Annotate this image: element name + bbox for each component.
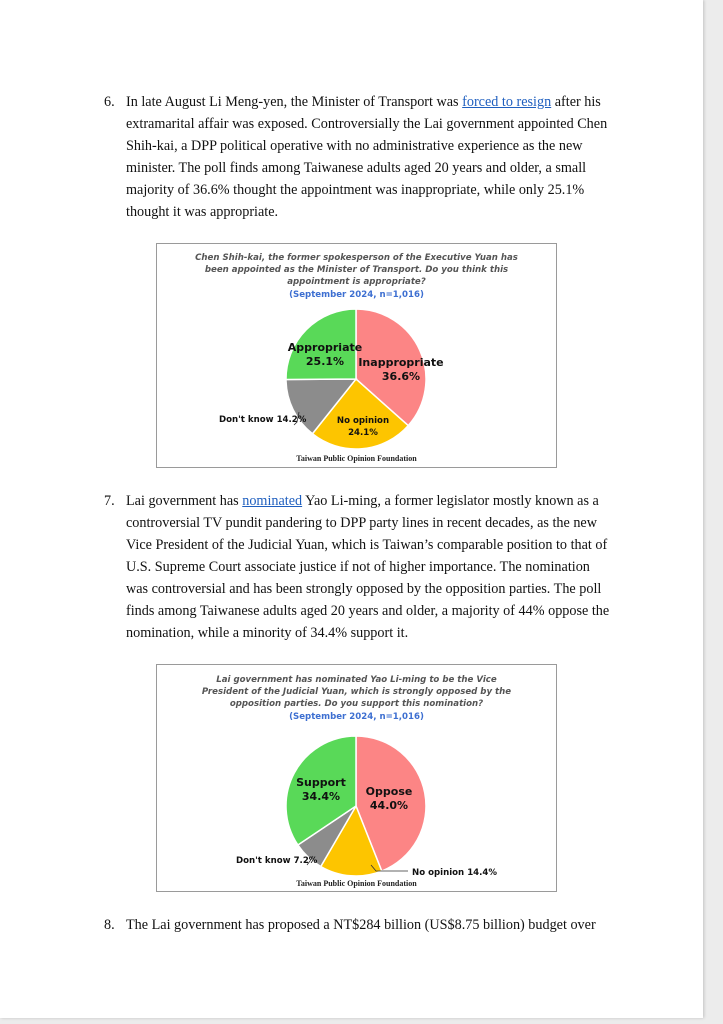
pie-chart-nomination-svg (157, 665, 556, 891)
slice-label-no-opinion: No opinion (336, 416, 390, 426)
item-text (126, 91, 614, 223)
item-text-before: Lai government has (126, 493, 243, 509)
no-opinion-value: 14.4% (467, 868, 498, 878)
list-item-7 (104, 490, 614, 644)
slice-value-no-opinion: 24.1% (348, 428, 378, 438)
slice-value-oppose: 44.0% (369, 799, 409, 812)
item-number: 8. (104, 917, 115, 933)
item-text (126, 914, 614, 936)
slice-value-inappropriate: 36.6% (381, 370, 421, 383)
chart-question-line-3: opposition parties. Do you support this nomination? (229, 699, 484, 709)
slice-label-no-opinion (412, 868, 497, 878)
slice-label-dont-know (236, 856, 318, 866)
dont-know-value: 7.2% (293, 856, 318, 866)
chart-source: Taiwan Public Opinion Foundation (296, 454, 417, 463)
slice-label-support: Support (296, 776, 346, 789)
chart-source: Taiwan Public Opinion Foundation (296, 879, 417, 888)
slice-label-inappropriate: Inappropriate (358, 356, 444, 369)
slice-label-appropriate: Appropriate (287, 341, 363, 354)
list-item-6 (104, 91, 614, 223)
item-number: 7. (104, 493, 115, 509)
chart-question-line-3: appointment is appropriate? (287, 277, 426, 287)
chart-question-line-2: President of the Judicial Yuan, which is strongly opposed by the (201, 687, 512, 697)
chart-meta: (September 2024, n=1,016) (289, 712, 424, 722)
pie-chart-appointment (156, 243, 557, 468)
chart-question-line-1: Chen Shih-kai, the former spokesperson of the Executive Yuan has (195, 253, 518, 263)
slice-label-oppose: Oppose (365, 785, 413, 798)
item-text (126, 490, 614, 644)
no-opinion-name: No opinion (412, 868, 465, 878)
dont-know-name: Don't know (236, 856, 291, 866)
nominated-link[interactable]: nominated (242, 493, 303, 509)
forced-to-resign-link[interactable]: forced to resign (462, 94, 552, 110)
slice-value-appropriate: 25.1% (305, 355, 345, 368)
chart-question-line-1: Lai government has nominated Yao Li-ming to be the Vice (216, 675, 497, 685)
pie-chart-nomination (156, 664, 557, 892)
item-text-after: Yao Li-ming, a former legislator mostly known as a controversial TV pundit pandering to DPP party lines in recent decades, as the new Vice President of the Judicial Yuan, which is Taiwan’s comparable position to that of U.S. Supreme Court associate justice if not of higher importance. The nomination was controversial and has been strongly opposed by the opposition parties. The poll finds among Taiwanese adults aged 20 years and older, a majority of 44% oppose the nomination, while a minority of 34.4% support it. (126, 493, 610, 641)
dont-know-name: Don't know (219, 415, 274, 425)
chart-meta: (September 2024, n=1,016) (289, 290, 424, 300)
item-text-before: In late August Li Meng-yen, the Minister of Transport was (126, 94, 463, 110)
pie-chart-appointment-svg (157, 244, 556, 467)
item-text-before: The Lai government has proposed a NT$284 billion (US$8.75 billion) budget over (126, 917, 596, 933)
item-text-after: after his extramarital affair was exposed. Controversially the Lai government appointed Chen Shih-kai, a DPP political operative with no administrative experience as the new minister. The poll finds among Taiwanese adults aged 20 years and older, a small majority of 36.6% thought the appointment was inappropriate, while only 25.1% thought it was appropriate. (126, 94, 608, 220)
chart-question-line-2: been appointed as the Minister of Transport. Do you think this (204, 265, 509, 275)
slice-value-support: 34.4% (301, 790, 341, 803)
item-number: 6. (104, 94, 115, 110)
list-item-8 (104, 914, 614, 936)
dont-know-value: 14.2% (276, 415, 307, 425)
slice-label-dont-know (219, 415, 307, 425)
